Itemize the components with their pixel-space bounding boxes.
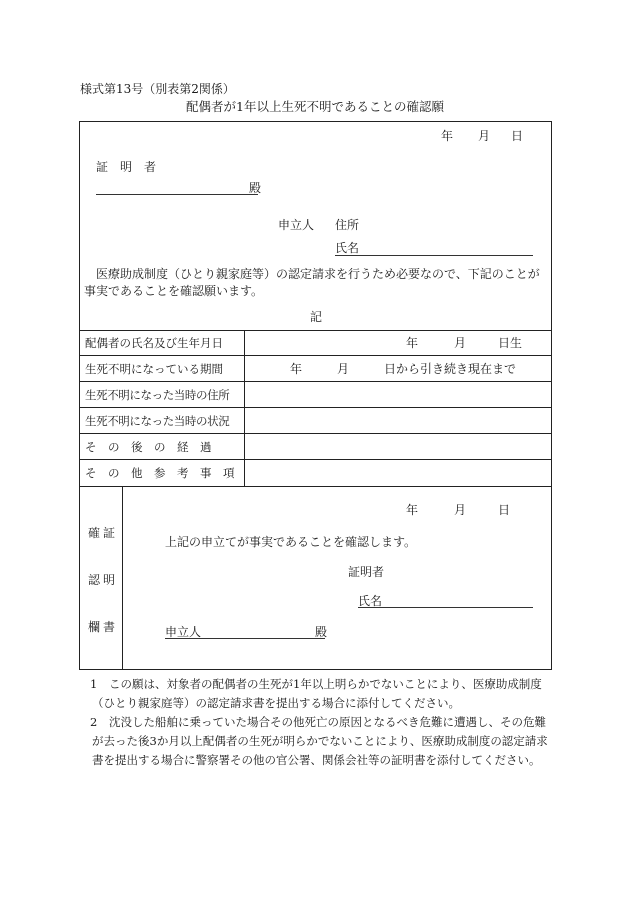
missing-from-day: 日から引き続き現在まで (384, 362, 517, 376)
request-date-month: 月 (478, 129, 491, 143)
ki-label: 記 (310, 310, 323, 324)
row-divider (80, 355, 551, 356)
cert-statement: 上記の申立てが事実であることを確認します。 (165, 535, 417, 549)
note-number-1: 1 (90, 677, 98, 691)
row-divider (80, 459, 551, 460)
row-label-situation: 生死不明になった当時の状況 (85, 414, 230, 428)
note-1: この願は、対象者の配偶者の生死が1年以上明らかでないことにより、医療助成制度（ひとり親家庭等）の認定請求書を提出する場合に添付してください。 (92, 677, 542, 710)
cert-name-line (358, 607, 533, 608)
address-label: 住所 (335, 218, 360, 232)
row-divider (80, 407, 551, 408)
missing-from-year: 年 (290, 362, 303, 376)
request-text: 医療助成制度（ひとり親家庭等）の認定請求を行うため必要なので、下記のことが事実であることを確認願います。 (84, 267, 540, 298)
row-label-missing-period: 生死不明になっている期間 (85, 362, 223, 376)
missing-from-month: 月 (337, 362, 350, 376)
cert-applicant-honorific: 殿 (315, 625, 328, 639)
applicant-name-line (335, 255, 533, 256)
row-label-other: そ の 他 参 考 事 項 (85, 466, 235, 480)
cert-applicant-line (165, 638, 325, 639)
cert-column-text-1: 確証 (88, 526, 119, 540)
table-top-rule (80, 330, 551, 331)
note-2: 沈没した船舶に乗っていた場合その他死亡の原因となるべき危難に遭遇し、その危難が去った後3か月以上配偶者の生死が明らかでないことにより、医療助成制度の認定請求書を提出する場合に警察署その他の官公署、関係会社等の証明書を添付してください。 (92, 715, 548, 767)
spouse-birth-month: 月 (454, 336, 467, 350)
request-date-year: 年 (441, 129, 454, 143)
form-number: 様式第13号（別表第2関係） (80, 82, 235, 96)
applicant-name-label: 氏名 (335, 241, 360, 255)
cert-date-year: 年 (406, 503, 419, 517)
row-label-address: 生死不明になった当時の住所 (85, 388, 230, 402)
spouse-birth-day: 日生 (498, 336, 523, 350)
request-date-day: 日 (511, 129, 524, 143)
page-title: 配偶者が1年以上生死不明であることの確認願 (186, 99, 444, 114)
cert-certifier-label: 証明者 (348, 565, 385, 579)
table-bottom-rule (80, 486, 551, 487)
addressee-honorific: 殿 (249, 181, 262, 195)
cert-column-text-3: 欄書 (88, 620, 119, 634)
note-number-2: 2 (90, 715, 98, 729)
addressee-line (96, 194, 258, 195)
spouse-birth-year: 年 (406, 336, 419, 350)
row-divider (80, 381, 551, 382)
cert-date-day: 日 (498, 503, 511, 517)
certifier-heading: 証 明 者 (96, 160, 157, 174)
row-divider (80, 433, 551, 434)
column-divider (244, 330, 245, 486)
cert-applicant-label: 申立人 (165, 625, 202, 639)
row-label-progress: そ の 後 の 経 過 (85, 440, 212, 454)
cert-column-text-2: 認明 (88, 573, 119, 587)
cert-column-divider (122, 486, 123, 669)
cert-date-month: 月 (454, 503, 467, 517)
applicant-label: 申立人 (278, 218, 315, 232)
row-label-spouse: 配偶者の氏名及び生年月日 (85, 336, 223, 350)
cert-name-label: 氏名 (358, 594, 383, 608)
